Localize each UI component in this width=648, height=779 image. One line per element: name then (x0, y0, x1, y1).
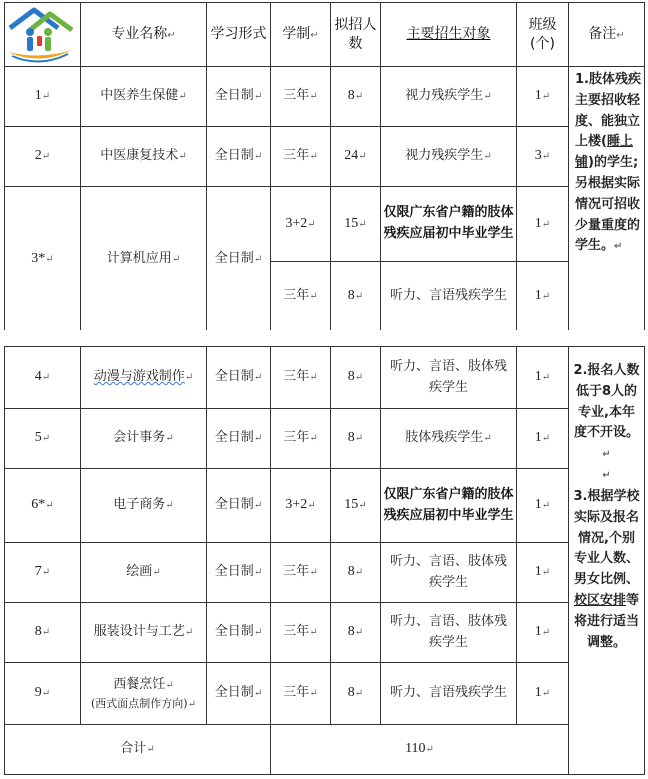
row-planned: 8↵ (331, 409, 381, 469)
row-classes: 1↵ (517, 347, 569, 409)
row-no: 6*↵ (5, 469, 81, 543)
row-planned: 15↵ (331, 469, 381, 543)
enrollment-table-part1 (4, 2, 645, 332)
row-name: 会计事务↵ (81, 409, 207, 469)
row-classes: 3↵ (517, 127, 569, 187)
note-spacer: ↵ (602, 469, 611, 481)
row-mode: 全日制↵ (207, 347, 271, 409)
row-mode: 全日制↵ (207, 409, 271, 469)
row-name: 服装设计与工艺↵ (81, 603, 207, 663)
row-planned: 8↵ (331, 347, 381, 409)
row-no: 9↵ (5, 663, 81, 725)
table-row (5, 543, 645, 603)
row-no: 7↵ (5, 543, 81, 603)
total-value: 110↵ (271, 725, 569, 775)
row-mode: 全日制↵ (207, 543, 271, 603)
table-row (5, 409, 645, 469)
total-label: 合计↵ (5, 725, 271, 775)
table-row (5, 67, 645, 127)
row-duration: 三年↵ (271, 347, 331, 409)
enrollment-table-part2 (4, 346, 645, 775)
row-no: 4↵ (5, 347, 81, 409)
row-classes: 1↵ (517, 409, 569, 469)
row-target: 仅限广东省户籍的肢体残疾应届初中毕业学生 (381, 187, 517, 262)
note-1: 1.肢体残疾主要招收轻度、能独立上楼(睡上铺)的学生;另根据实际情况可招收少量重度的学生。↵ (569, 67, 645, 332)
table-row (5, 347, 645, 409)
table-row (5, 127, 645, 187)
row-name: 电子商务↵ (81, 469, 207, 543)
row-planned: 8↵ (331, 262, 381, 332)
total-row (5, 725, 645, 775)
note-2: 2.报名人数低于8人的专业,本年度不开设。↵ (573, 363, 640, 461)
row-name: 西餐烹饪↵ (西式面点制作方向)↵ (81, 663, 207, 725)
row-no: 1↵ (5, 67, 81, 127)
row-target: 听力、言语、肢体残疾学生 (381, 603, 517, 663)
row-name: 中医康复技术↵ (81, 127, 207, 187)
header-name: 专业名称↵ (81, 3, 207, 67)
row-name-sub: (西式面点制作方向)↵ (91, 696, 196, 710)
row-name: 绘画↵ (81, 543, 207, 603)
header-planned: 拟招人数 (331, 3, 381, 67)
row-target: 听力、言语、肢体残疾学生 (381, 347, 517, 409)
row-no: 3*↵ (5, 187, 81, 332)
header-classes: 班级(个) (517, 3, 569, 67)
row-duration: 三年↵ (271, 262, 331, 332)
header-remarks: 备注↵ (569, 3, 645, 67)
row-no: 2↵ (5, 127, 81, 187)
row-planned: 24↵ (331, 127, 381, 187)
row-duration: 三年↵ (271, 127, 331, 187)
row-planned: 15↵ (331, 187, 381, 262)
header-duration: 学制↵ (271, 3, 331, 67)
row-duration: 三年↵ (271, 543, 331, 603)
row-mode: 全日制↵ (207, 67, 271, 127)
header-mode: 学习形式 (207, 3, 271, 67)
row-target: 听力、言语、肢体残疾学生 (381, 543, 517, 603)
page-gap (0, 330, 648, 346)
row-target: 肢体残疾学生↵ (381, 409, 517, 469)
row-mode: 全日制↵ (207, 127, 271, 187)
table-row (5, 187, 645, 262)
row-name: 中医养生保健↵ (81, 67, 207, 127)
row-classes: 1↵ (517, 67, 569, 127)
row-duration: 三年↵ (271, 663, 331, 725)
table-row (5, 663, 645, 725)
row-mode: 全日制↵ (207, 187, 271, 332)
row-mode: 全日制↵ (207, 469, 271, 543)
row-mode: 全日制↵ (207, 663, 271, 725)
row-classes: 1↵ (517, 262, 569, 332)
row-planned: 8↵ (331, 543, 381, 603)
row-mode: 全日制↵ (207, 603, 271, 663)
row-target: 听力、言语残疾学生 (381, 663, 517, 725)
row-planned: 8↵ (331, 663, 381, 725)
row-target: 听力、言语残疾学生 (381, 262, 517, 332)
row-target: 仅限广东省户籍的肢体残疾应届初中毕业学生 (381, 469, 517, 543)
notes-2-3 (569, 347, 645, 775)
header-target: 主要招生对象 (381, 3, 517, 67)
row-classes: 1↵ (517, 663, 569, 725)
row-name: 动漫与游戏制作↵ (81, 347, 207, 409)
table-row (5, 603, 645, 663)
row-planned: 8↵ (331, 67, 381, 127)
row-duration: 三年↵ (271, 603, 331, 663)
note-3: 3.根据学校实际及报名情况,个别专业人数、男女比例、校区安排等将进行适当调整。 (573, 488, 640, 650)
row-classes: 1↵ (517, 469, 569, 543)
table-row (5, 469, 645, 543)
row-duration: 3+2↵ (271, 187, 331, 262)
row-classes: 1↵ (517, 543, 569, 603)
row-classes: 1↵ (517, 187, 569, 262)
row-planned: 8↵ (331, 603, 381, 663)
row-target: 视力残疾学生↵ (381, 67, 517, 127)
row-no: 5↵ (5, 409, 81, 469)
row-target: 视力残疾学生↵ (381, 127, 517, 187)
school-logo-icon (4, 6, 76, 66)
row-classes: 1↵ (517, 603, 569, 663)
row-duration: 3+2↵ (271, 469, 331, 543)
row-no: 8↵ (5, 603, 81, 663)
row-duration: 三年↵ (271, 67, 331, 127)
row-name: 计算机应用↵ (81, 187, 207, 332)
row-duration: 三年↵ (271, 409, 331, 469)
header-row (5, 3, 645, 67)
